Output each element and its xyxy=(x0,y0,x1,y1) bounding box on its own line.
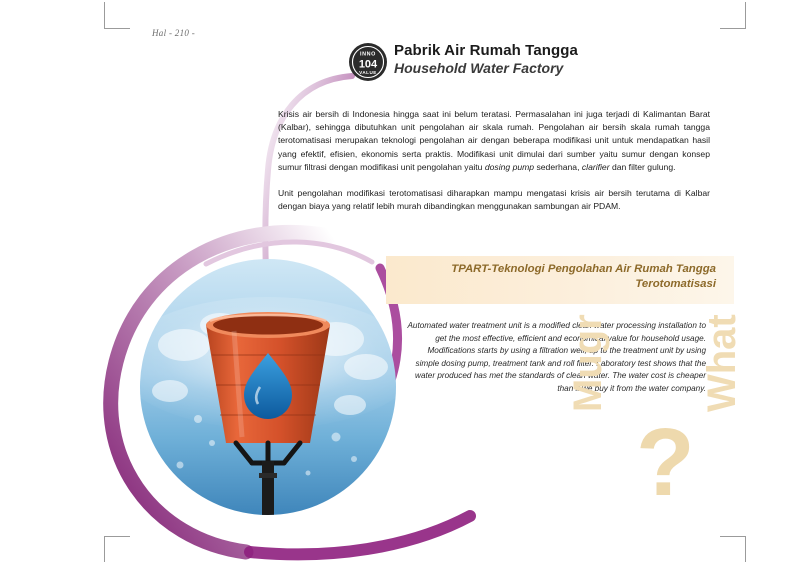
body-text xyxy=(278,108,710,213)
page-title-id: Pabrik Air Rumah Tangga xyxy=(394,42,578,59)
page-number: Hal - 210 - xyxy=(152,28,196,38)
highlight-panel-title-line-1: TPART-Teknologi Pengolahan Air Rumah Tangga xyxy=(451,263,716,275)
watermark-word-right: What xyxy=(700,314,744,412)
header-title-block xyxy=(394,42,724,77)
paragraph-1-part-2: sederhana, xyxy=(534,161,582,172)
paragraph-1 xyxy=(278,108,710,174)
svg-text:104: 104 xyxy=(358,58,378,71)
water-factory-photo xyxy=(140,259,396,515)
paragraph-1-part-3: dan filter gulung. xyxy=(609,161,676,172)
paragraph-1-italic-2: clarifier xyxy=(581,161,610,172)
watermark-question-mark: ? xyxy=(636,409,695,516)
inno-value-logo xyxy=(348,42,388,82)
highlight-panel-text: Automated water treatment unit is a modified clean water processing installation to get the most effective, efficient and economical value for household usage. Modifications starts by using a filtration well, up to the treatment unit by using simple dosing pump, treatment tank and roll filter. Laboratory test shows that the water produced has met the standards of clean water. The water cost is cheaper than if we buy it from the water company. xyxy=(407,321,706,393)
svg-text:INNO: INNO xyxy=(360,51,376,58)
highlight-panel-title-line-2: Terotomatisasi xyxy=(635,278,716,290)
paragraph-2: Unit pengolahan modifikasi terotomatisasi diharapkan mampu mengatasi krisis air bersih terutama di Kalbar dengan biaya yang relatif lebih murah dibandingkan menggunakan sambungan air PDAM. xyxy=(278,188,710,212)
svg-text:VALUE: VALUE xyxy=(359,70,377,75)
paragraph-1-italic-1: dosing pump xyxy=(484,161,535,172)
highlight-panel-title xyxy=(386,262,716,292)
watermark-word-left: Mugr xyxy=(566,314,610,412)
paragraph-1-part-1: Krisis air bersih di Indonesia hingga saat ini belum teratasi. Permasalahan ini juga terjadi di Kalimantan Barat (Kalbar), sehingga dibutuhkan unit pengolahan air skala rumah. Pengolahan air bersih skala rumah tangga terotomatisasi merupakan teknologi pengolahan air dengan beberapa modifikasi unit untuk mendapatkan hasil yang efektif, efisien, ekonomis serta praktis. Modifikasi unit dimulai dari sumber yaitu sumur dengan konsep sumur filtrasi dengan modifikasi unit pengolahan yaitu xyxy=(278,109,710,172)
page-title-en: Household Water Factory xyxy=(394,60,564,76)
